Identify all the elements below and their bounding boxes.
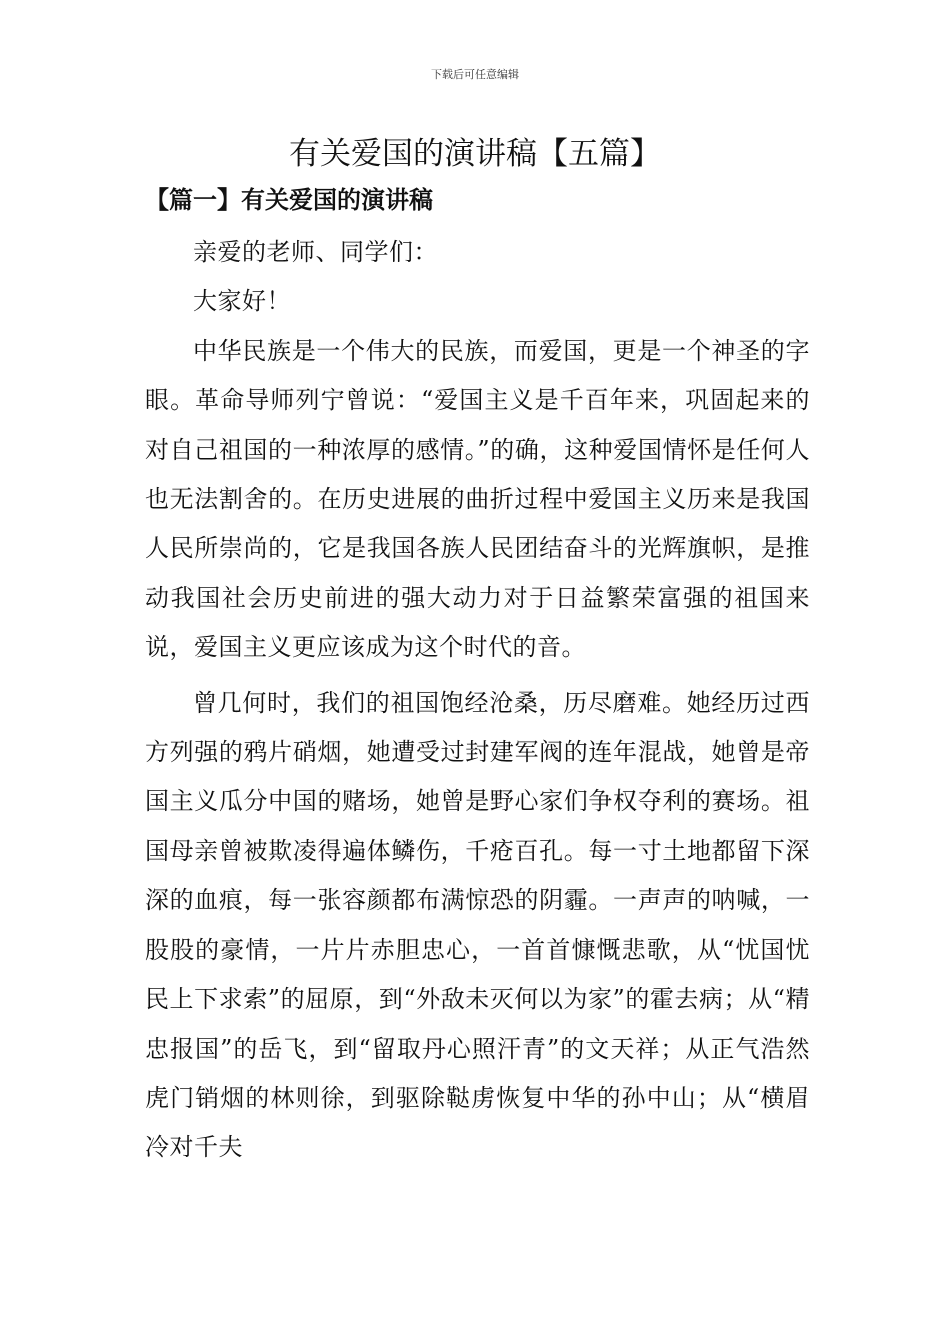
greeting: 大家好！	[193, 287, 291, 316]
section-heading: 【篇一】有关爱国的演讲稿	[145, 185, 433, 214]
salutation: 亲爱的老师、同学们：	[193, 238, 438, 266]
document-body	[145, 228, 810, 1173]
document-title: 有关爱国的演讲稿【五篇】	[289, 136, 661, 172]
body-paragraph: 中华民族是一个伟大的民族，而爱国，更是一个神圣的字眼。革命导师列宁曾说：“爱国主义是千百年来，巩固起来的对自己祖国的一种浓厚的感情。”的确，这种爱国情怀是任何人也无法割舍的。在历史进展的曲折过程中爱国主义历来是我国人民所崇尚的，它是我国各族人民团结奋斗的光辉旗帜，是推动我国社会历史前进的强大动力对于日益繁荣富强的祖国来说，爱国主义更应该成为这个时代的音。	[145, 336, 810, 662]
body-paragraph: 曾几何时，我们的祖国饱经沧桑，历尽磨难。她经历过西方列强的鸦片硝烟，她遭受过封建军阀的连年混战，她曾是帝国主义瓜分中国的赌场，她曾是野心家们争权夺利的赛场。祖国母亲曾被欺凌得遍体鳞伤，千疮百孔。每一寸土地都留下深深的血痕，每一张容颜都布满惊恐的阴霾。一声声的呐喊，一股股的豪情，一片片赤胆忠心，一首首慷慨悲歌，从“忧国忧民上下求索”的屈原，到“外敌未灭何以为家”的霍去病；从“精忠报国”的岳飞，到“留取丹心照汗青”的文天祥；从正气浩然虎门销烟的林则徐，到驱除鞑虏恢复中华的孙中山；从“横眉冷对千夫	[145, 688, 810, 1162]
page-header-note: 下载后可任意编辑	[431, 68, 519, 81]
